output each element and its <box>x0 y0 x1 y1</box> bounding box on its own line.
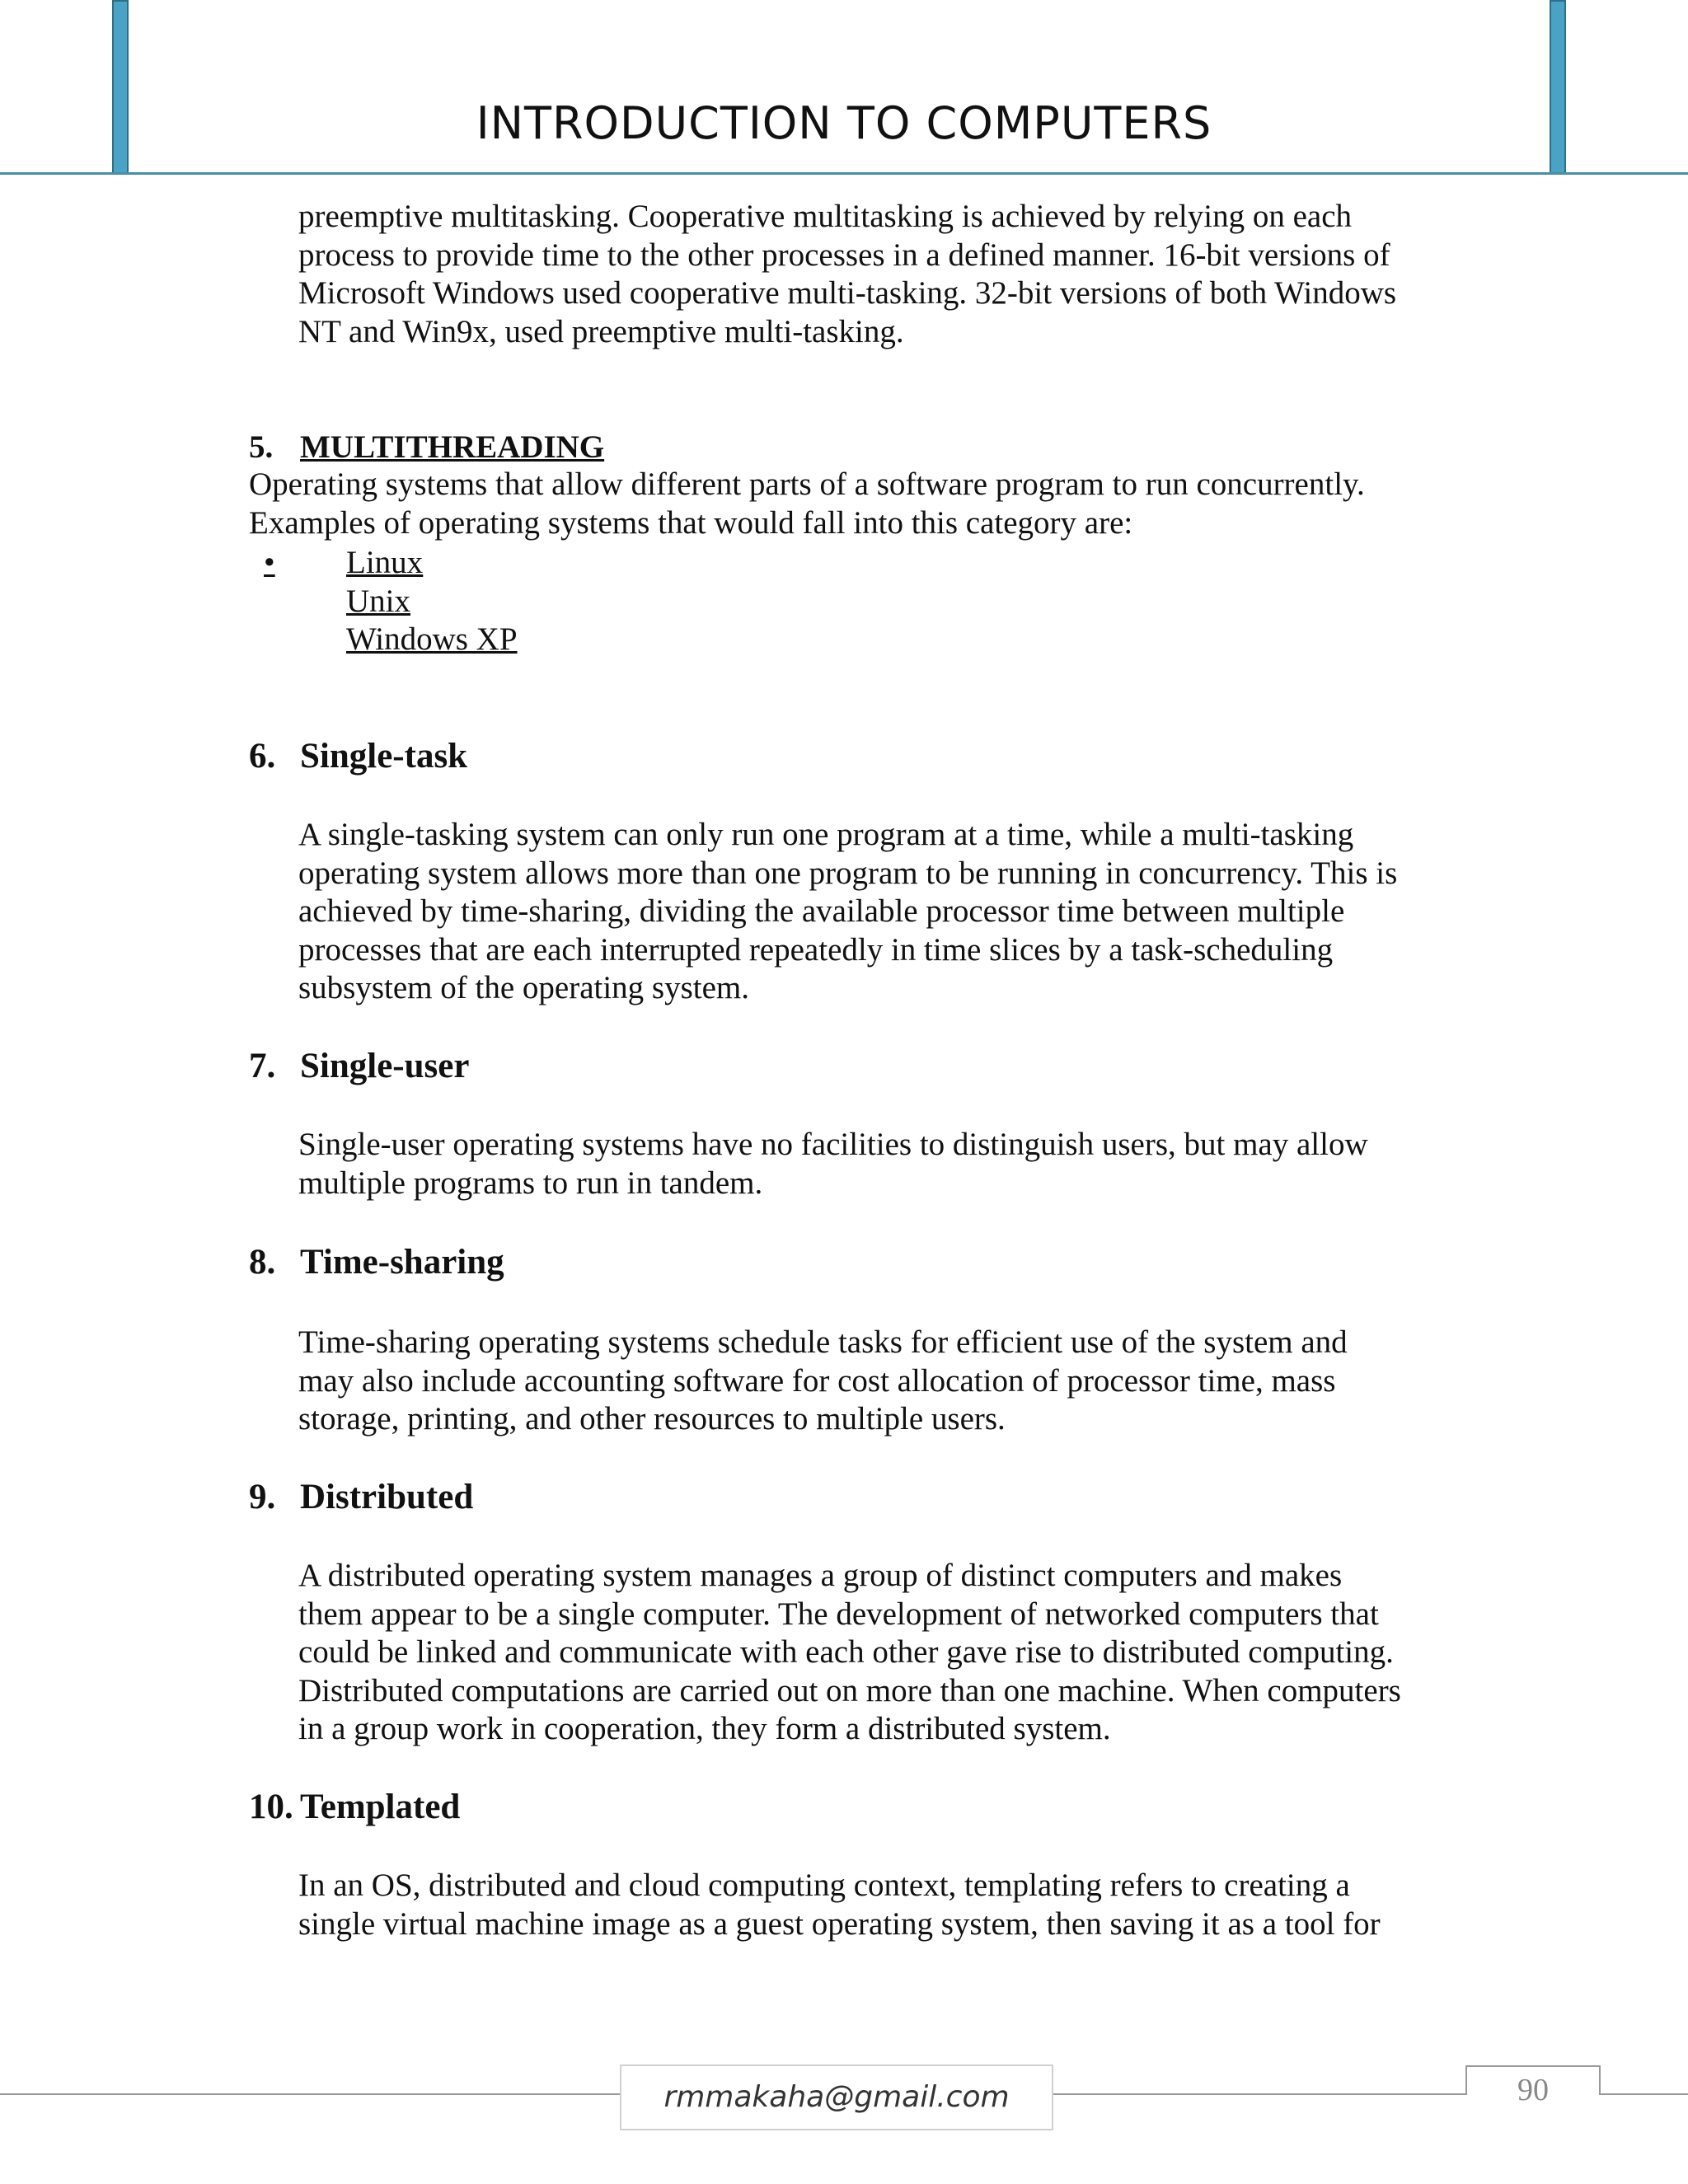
text-line: processes that are each interrupted repeatedly in time slices by a task-scheduling <box>298 931 1334 968</box>
single-task-paragraph <box>298 816 1397 1008</box>
list-item[interactable] <box>302 621 518 659</box>
footer-rule-far-right <box>1601 2093 1688 2095</box>
link-windows-xp[interactable]: Windows XP <box>346 621 518 657</box>
page-header-title: INTRODUCTION TO COMPUTERS <box>476 97 1212 149</box>
section-title: Templated <box>300 1788 461 1826</box>
text-line: NT and Win9x, used preemptive multi-tasking. <box>298 313 904 349</box>
section-title: Single-user <box>300 1047 470 1085</box>
section-heading-single-task <box>249 736 467 776</box>
section-number: 6. <box>249 737 276 776</box>
text-line: achieved by time-sharing, dividing the available processor time between multiple <box>298 893 1345 929</box>
text-line: subsystem of the operating system. <box>298 970 750 1005</box>
text-line: operating system allows more than one program to be running in concurrency. This is <box>298 855 1398 891</box>
text-line: in a group work in cooperation, they form a distributed system. <box>298 1711 1111 1746</box>
intro-paragraph <box>298 198 1396 351</box>
text-line: Examples of operating systems that would fall into this category are: <box>249 504 1133 541</box>
bullet-icon: • <box>264 545 275 580</box>
text-line: A single-tasking system can only run one program at a time, while a multi-tasking <box>298 817 1354 852</box>
text-line: may also include accounting software for cost allocation of processor time, mass <box>298 1362 1336 1399</box>
section-title: Time-sharing <box>300 1243 504 1282</box>
text-line: process to provide time to the other processes in a defined manner. 16-bit versions of <box>298 237 1390 273</box>
page-number: 90 <box>1517 2073 1549 2107</box>
section-title: Distributed <box>300 1478 474 1516</box>
os-examples-list <box>264 544 518 659</box>
text-line: them appear to be a single computer. The development of networked computers that <box>298 1596 1379 1632</box>
section-heading-distributed <box>249 1477 473 1517</box>
section-title: MULTITHREADING <box>300 429 605 465</box>
section-heading-multithreading <box>249 429 604 466</box>
multithreading-paragraph <box>249 466 1365 542</box>
section-heading-templated <box>249 1787 460 1827</box>
footer-rule-right <box>1053 2093 1465 2095</box>
link-linux[interactable]: Linux <box>346 545 424 580</box>
section-heading-time-sharing <box>249 1242 504 1282</box>
text-line: multiple programs to run in tandem. <box>298 1165 763 1201</box>
text-line: could be linked and communicate with each other gave rise to distributed computing. <box>298 1634 1394 1670</box>
single-user-paragraph <box>298 1126 1368 1202</box>
text-line: In an OS, distributed and cloud computing context, templating refers to creating a <box>298 1868 1350 1903</box>
text-line: storage, printing, and other resources to multiple users. <box>298 1401 1006 1436</box>
list-item[interactable] <box>264 544 518 583</box>
section-title: Single-task <box>300 737 468 776</box>
section-heading-single-user <box>249 1046 469 1086</box>
list-item[interactable] <box>302 583 518 621</box>
text-line: Time-sharing operating systems schedule tasks for efficient use of the system and <box>298 1324 1348 1360</box>
section-number: 9. <box>249 1478 276 1516</box>
text-line: Microsoft Windows used cooperative multi-tasking. 32-bit versions of both Windows <box>298 275 1397 311</box>
templated-paragraph <box>298 1867 1381 1943</box>
footer-email: rmmakaha@gmail.com <box>620 2064 1053 2130</box>
text-line: Distributed computations are carried out on more than one machine. When computers <box>298 1672 1401 1708</box>
distributed-paragraph <box>298 1557 1401 1749</box>
section-number: 10. <box>249 1788 293 1826</box>
text-line: preemptive multitasking. Cooperative multitasking is achieved by relying on each <box>298 199 1353 234</box>
text-line: Operating systems that allow different parts of a software program to run concurrently. <box>249 466 1365 502</box>
text-line: single virtual machine image as a guest operating system, then saving it as a tool for <box>298 1905 1381 1942</box>
section-number: 7. <box>249 1047 276 1085</box>
text-line: Single-user operating systems have no facilities to distinguish users, but may allow <box>298 1127 1368 1162</box>
link-unix[interactable]: Unix <box>346 583 410 619</box>
time-sharing-paragraph <box>298 1324 1348 1439</box>
header-rule <box>0 172 1688 175</box>
section-number: 8. <box>249 1243 276 1282</box>
text-line: A distributed operating system manages a group of distinct computers and makes <box>298 1558 1343 1593</box>
footer-rule-left <box>0 2093 620 2095</box>
section-number: 5. <box>249 429 274 465</box>
